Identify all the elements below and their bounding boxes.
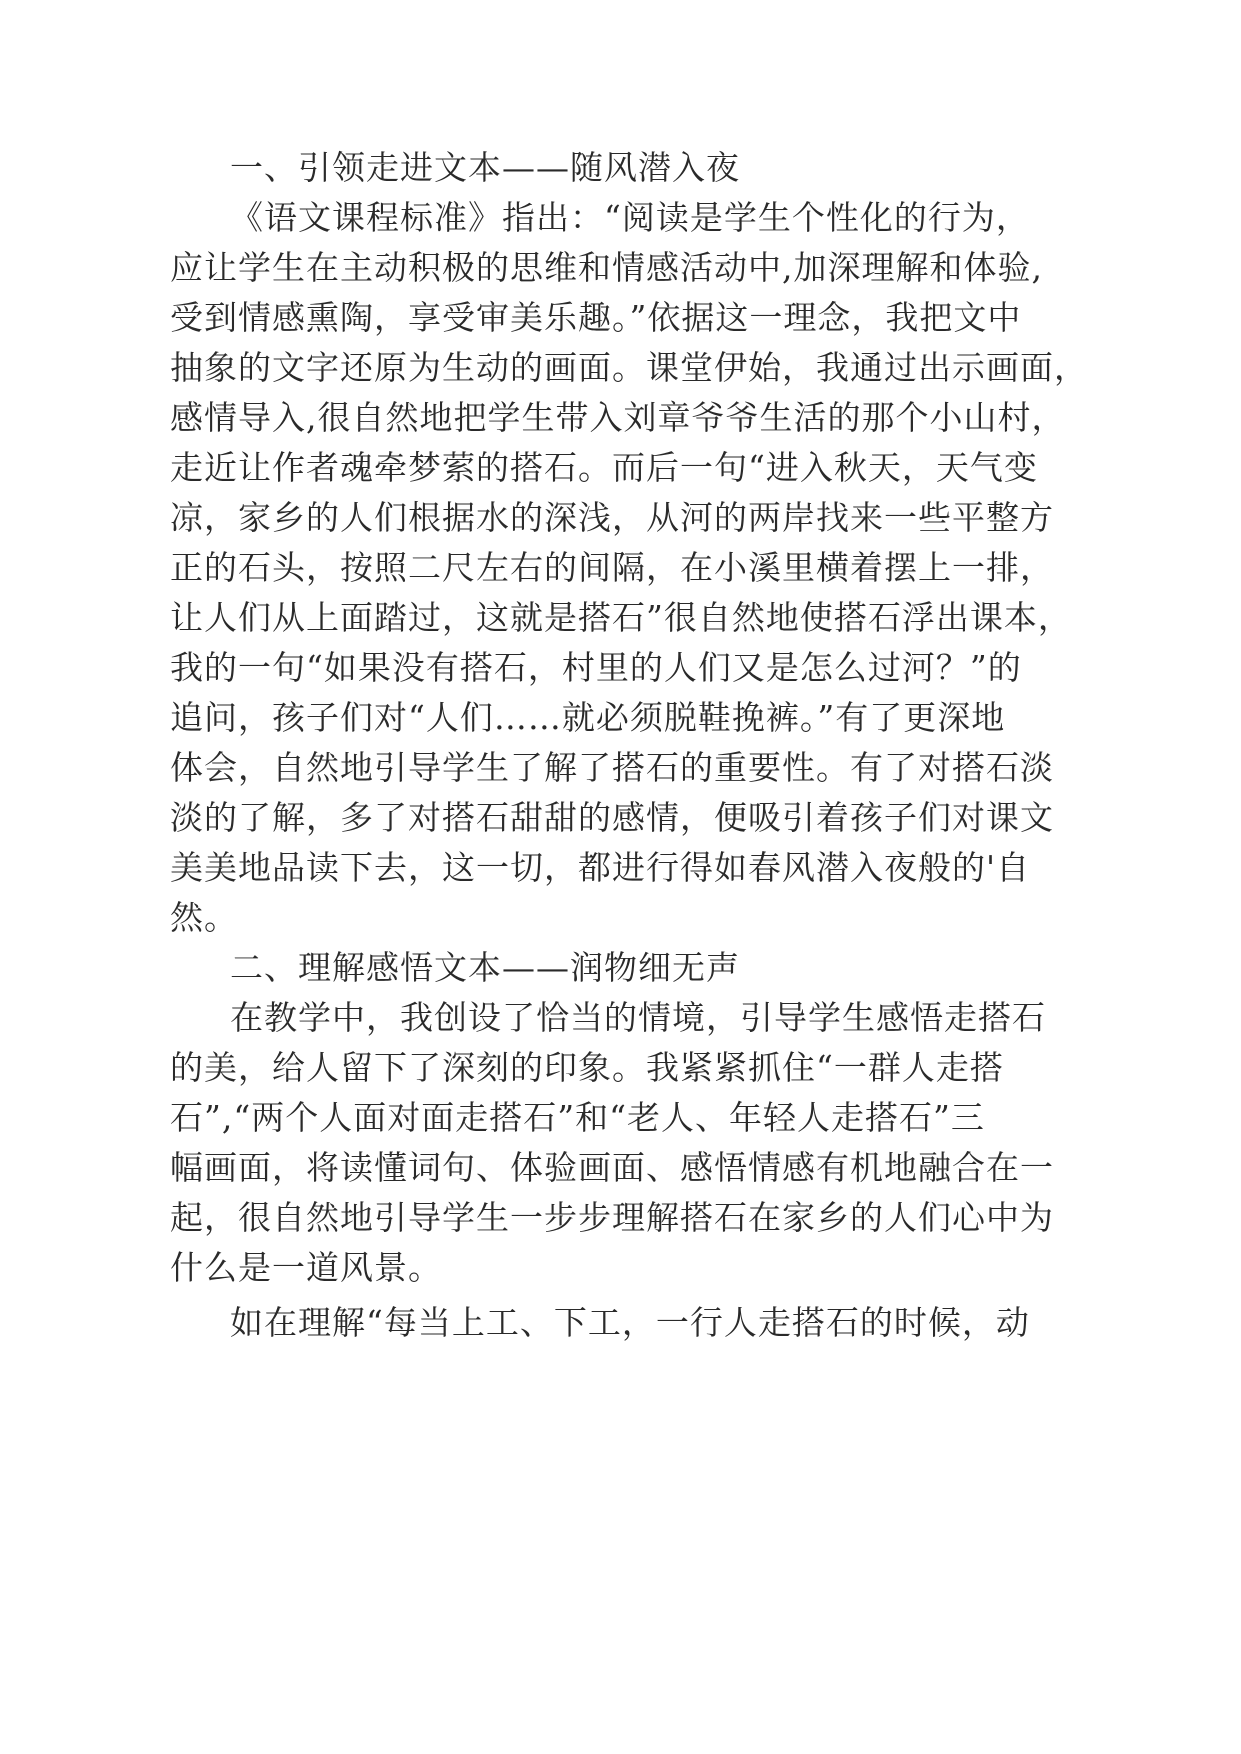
paragraph-1-line-14: 美美地品读下去，这一切，都进行得如春风潜入夜般的'自 bbox=[170, 848, 1031, 887]
paragraph-2-line-4: 幅画面，将读懂词句、体验画面、感悟情感有机地融合在一 bbox=[170, 1148, 1054, 1187]
paragraph-1-line-4: 抽象的文字还原为生动的画面。课堂伊始，我通过出示画面， bbox=[170, 348, 1088, 387]
paragraph-2-line-1: 在教学中，我创设了恰当的情境，引导学生感悟走搭石 bbox=[230, 998, 1046, 1037]
paragraph-2-line-5: 起，很自然地引导学生一步步理解搭石在家乡的人们心中为 bbox=[170, 1198, 1054, 1237]
paragraph-1-line-13: 淡的了解，多了对搭石甜甜的感情，便吸引着孩子们对课文 bbox=[170, 798, 1054, 837]
paragraph-1-line-10: 我的一句“如果没有搭石，村里的人们又是怎么过河？”的 bbox=[170, 648, 1022, 687]
paragraph-1-line-12: 体会，自然地引导学生了解了搭石的重要性。有了对搭石淡 bbox=[170, 748, 1054, 787]
paragraph-1-line-1: 《语文课程标准》指出：“阅读是学生个性化的行为， bbox=[230, 198, 1030, 237]
paragraph-1-line-11: 追问，孩子们对“人们……就必须脱鞋挽裤。”有了更深地 bbox=[170, 698, 1006, 737]
paragraph-2-line-3: 石”,“两个人面对面走搭石”和“老人、年轻人走搭石”三 bbox=[170, 1098, 985, 1137]
section-heading-2: 二、理解感悟文本——润物细无声 bbox=[230, 948, 740, 987]
paragraph-3-line-1: 如在理解“每当上工、下工，一行人走搭石的时候，动 bbox=[230, 1303, 1030, 1342]
section-heading-1: 一、引领走进文本——随风潜入夜 bbox=[230, 148, 740, 187]
paragraph-1-line-5: 感情导入,很自然地把学生带入刘章爷爷生活的那个小山村， bbox=[170, 398, 1066, 437]
paragraph-2-line-2: 的美，给人留下了深刻的印象。我紧紧抓住“一群人走搭 bbox=[170, 1048, 1004, 1087]
paragraph-1-line-3: 受到情感熏陶，享受审美乐趣。”依据这一理念，我把文中 bbox=[170, 298, 1022, 337]
paragraph-2-line-6: 什么是一道风景。 bbox=[170, 1248, 442, 1287]
paragraph-1-line-9: 让人们从上面踏过，这就是搭石”很自然地使搭石浮出课本， bbox=[170, 598, 1072, 637]
paragraph-1-line-2: 应让学生在主动积极的思维和情感活动中,加深理解和体验, bbox=[170, 248, 1043, 287]
paragraph-1-line-15: 然。 bbox=[170, 898, 238, 937]
paragraph-1-line-7: 凉，家乡的人们根据水的深浅，从河的两岸找来一些平整方 bbox=[170, 498, 1054, 537]
paragraph-1-line-6: 走近让作者魂牵梦萦的搭石。而后一句“进入秋天，天气变 bbox=[170, 448, 1038, 487]
paragraph-1-line-8: 正的石头，按照二尺左右的间隔，在小溪里横着摆上一排， bbox=[170, 548, 1054, 587]
